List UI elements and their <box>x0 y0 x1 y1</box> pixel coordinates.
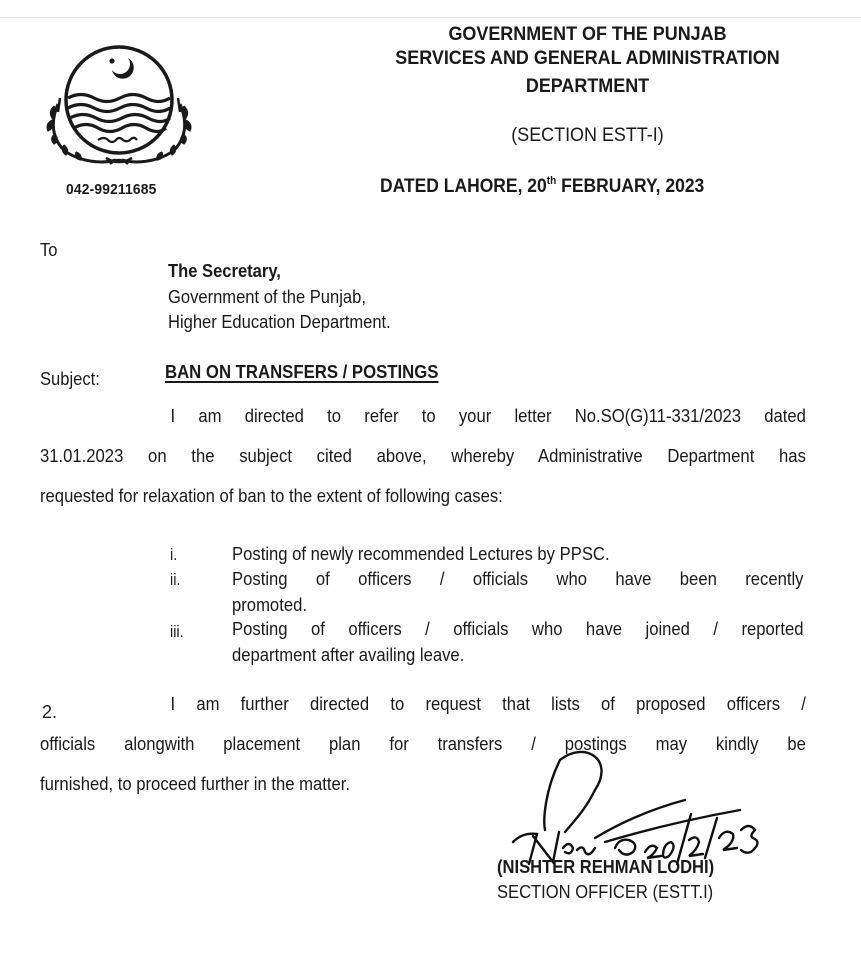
case-line: Posting of officers / officials who have joined / reported <box>232 618 804 639</box>
case-line: Posting of officers / officials who have been recently <box>232 568 804 589</box>
addressee-government: Government of the Punjab, <box>168 287 366 307</box>
case-line: department after availing leave. <box>232 644 465 665</box>
addressee-department: Higher Education Department. <box>168 312 391 332</box>
to-label: To <box>40 240 58 260</box>
header-department-name: SERVICES AND GENERAL ADMINISTRATION <box>395 47 780 69</box>
header-government: GOVERNMENT OF THE PUNJAB <box>448 23 727 45</box>
case-line: Posting of newly recommended Lectures by PPSC. <box>232 543 610 564</box>
case-item <box>232 566 804 618</box>
signatory-designation: SECTION OFFICER (ESTT.I) <box>497 882 714 902</box>
case-item <box>232 616 804 668</box>
paragraph-1 <box>40 396 806 516</box>
top-divider <box>0 17 861 18</box>
paragraph-2-number: 2. <box>42 702 58 722</box>
subject-label: Subject: <box>40 369 100 389</box>
dated-prefix: DATED LAHORE, 20 <box>380 176 547 197</box>
paragraph-1-line: 31.01.2023 on the subject cited above, whereby Administrative Department has <box>40 445 806 466</box>
case-line: promoted. <box>232 594 307 615</box>
phone-number: 042-99211685 <box>66 181 157 198</box>
paragraph-1-line: I am directed to refer to your letter No.SO(G)11-331/2023 dated <box>170 405 806 426</box>
paragraph-2 <box>40 684 806 804</box>
paragraph-2-line: I am further directed to request that lists of proposed officers / <box>170 693 806 714</box>
case-number: iii. <box>170 622 184 641</box>
addressee-title: The Secretary, <box>168 261 281 281</box>
government-of-punjab-emblem-icon <box>36 44 202 170</box>
dated-line <box>380 175 704 198</box>
case-number: i. <box>170 545 178 564</box>
header-department: DEPARTMENT <box>525 75 650 97</box>
signatory-name: (NISHTER REHMAN LODHI) <box>497 857 715 877</box>
case-number: ii. <box>170 570 181 589</box>
paragraph-2-line: furnished, to proceed further in the matter. <box>40 773 351 794</box>
dated-rest: FEBRUARY, 2023 <box>556 176 705 197</box>
header-section: (SECTION ESTT-I) <box>511 124 664 146</box>
dated-ordinal: th <box>546 175 557 187</box>
case-item <box>232 541 804 567</box>
subject-text: BAN ON TRANSFERS / POSTINGS <box>165 362 439 382</box>
paragraph-2-line: officials alongwith placement plan for transfers / postings may kindly be <box>40 733 806 754</box>
paragraph-1-line: requested for relaxation of ban to the extent of following cases: <box>40 485 503 506</box>
